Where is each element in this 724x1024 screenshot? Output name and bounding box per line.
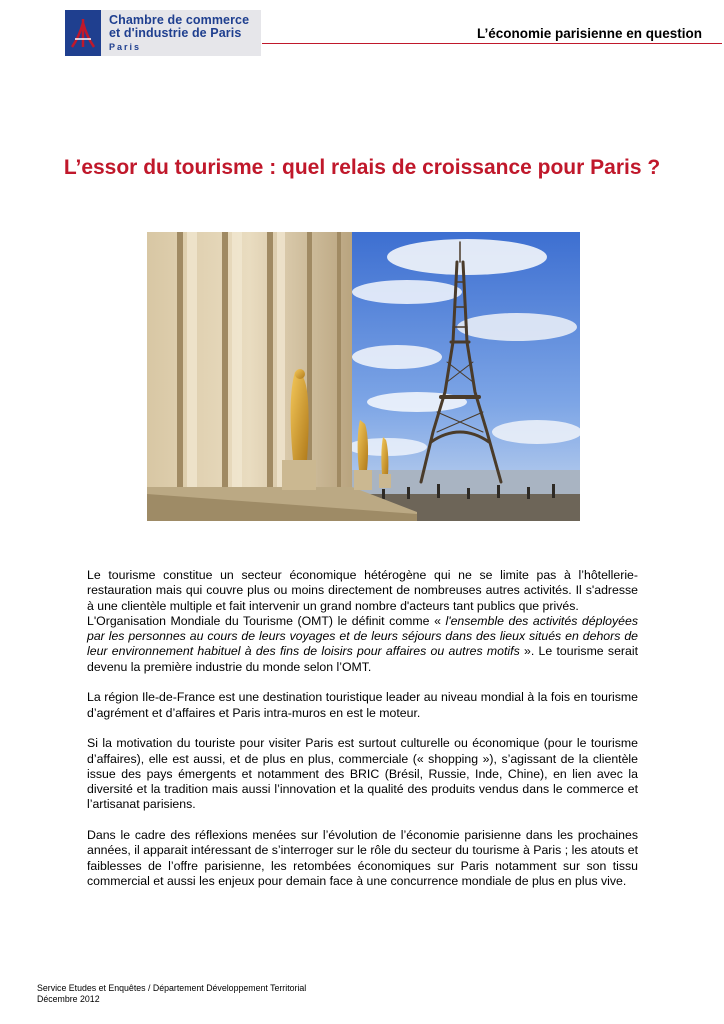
logo-line-1: Chambre de commerce — [109, 13, 250, 27]
eiffel-tower-photo — [147, 232, 580, 521]
paragraph-2 — [87, 614, 638, 675]
paragraph-3: La région Ile-de-France est une destination touristique leader au niveau mondial à la fois en tourisme d’agrément et d’affaires et Paris intra-muros en est le moteur. — [87, 690, 638, 720]
paragraph-1: Le tourisme constitue un secteur économique hétérogène qui ne se limite pas à l’hôtellerie-restauration mais qui couvre plus ou moins directement de nombreuses autres activités. Il s'adresse à une clientèle multiple et fait intervenir un grand nombre d'acteurs tant publics que privés. — [87, 568, 638, 613]
paragraph-2-end: ». Le tourisme serait devenu la première industrie du monde selon l’OMT. — [87, 644, 638, 674]
cci-emblem-icon — [65, 10, 101, 56]
omt-definition-quote: l'ensemble des activités déployées par les personnes au cours de leurs voyages et de leurs séjours dans des lieux situés en dehors de leur environnement habituel à des fins de loisirs pour affaires ou autres motifs — [87, 613, 638, 659]
logo-line-2: et d'industrie de Paris — [109, 26, 242, 40]
paragraph-4: Si la motivation du touriste pour visiter Paris est surtout culturelle ou économique (pour le tourisme d’affaires), elle est aussi, et de plus en plus, commerciale (« shopping »), s’agissant de la clientèle issue des pays émergents et notamment des BRIC (Brésil, Russie, Inde, Chine), en lien avec la diversité et la tradition mais aussi l’innovation et la qualité des produits vendus dans le commerce et l’artisanat parisiens. — [87, 736, 638, 812]
footer-date: Décembre 2012 — [37, 994, 100, 1004]
running-title: L’économie parisienne en question — [476, 26, 702, 41]
page-title: L’essor du tourisme : quel relais de croissance pour Paris ? — [63, 156, 661, 179]
footer-department: Service Etudes et Enquêtes / Département Développement Territorial — [37, 983, 307, 993]
paragraph-5: Dans le cadre des réflexions menées sur l’évolution de l’économie parisienne dans les prochaines années, il apparait intéressant de s’interroger sur le rôle du secteur du tourisme à Paris ; les atouts et faiblesses de l’offre parisienne, les retombées économiques sur Paris notamment sur son tissu commercial et aussi les enjeux pour demain face à une concurrence mondiale de plus en plus vive. — [87, 828, 638, 888]
header-rule — [262, 43, 722, 44]
footer — [37, 983, 306, 1005]
logo-line-3: Paris — [109, 42, 142, 52]
cci-paris-logo — [65, 10, 261, 56]
body-text — [87, 568, 638, 905]
logo-wordmark — [101, 10, 249, 56]
paragraph-2-start: L'Organisation Mondiale du Tourisme (OMT) le définit comme « — [87, 613, 446, 628]
